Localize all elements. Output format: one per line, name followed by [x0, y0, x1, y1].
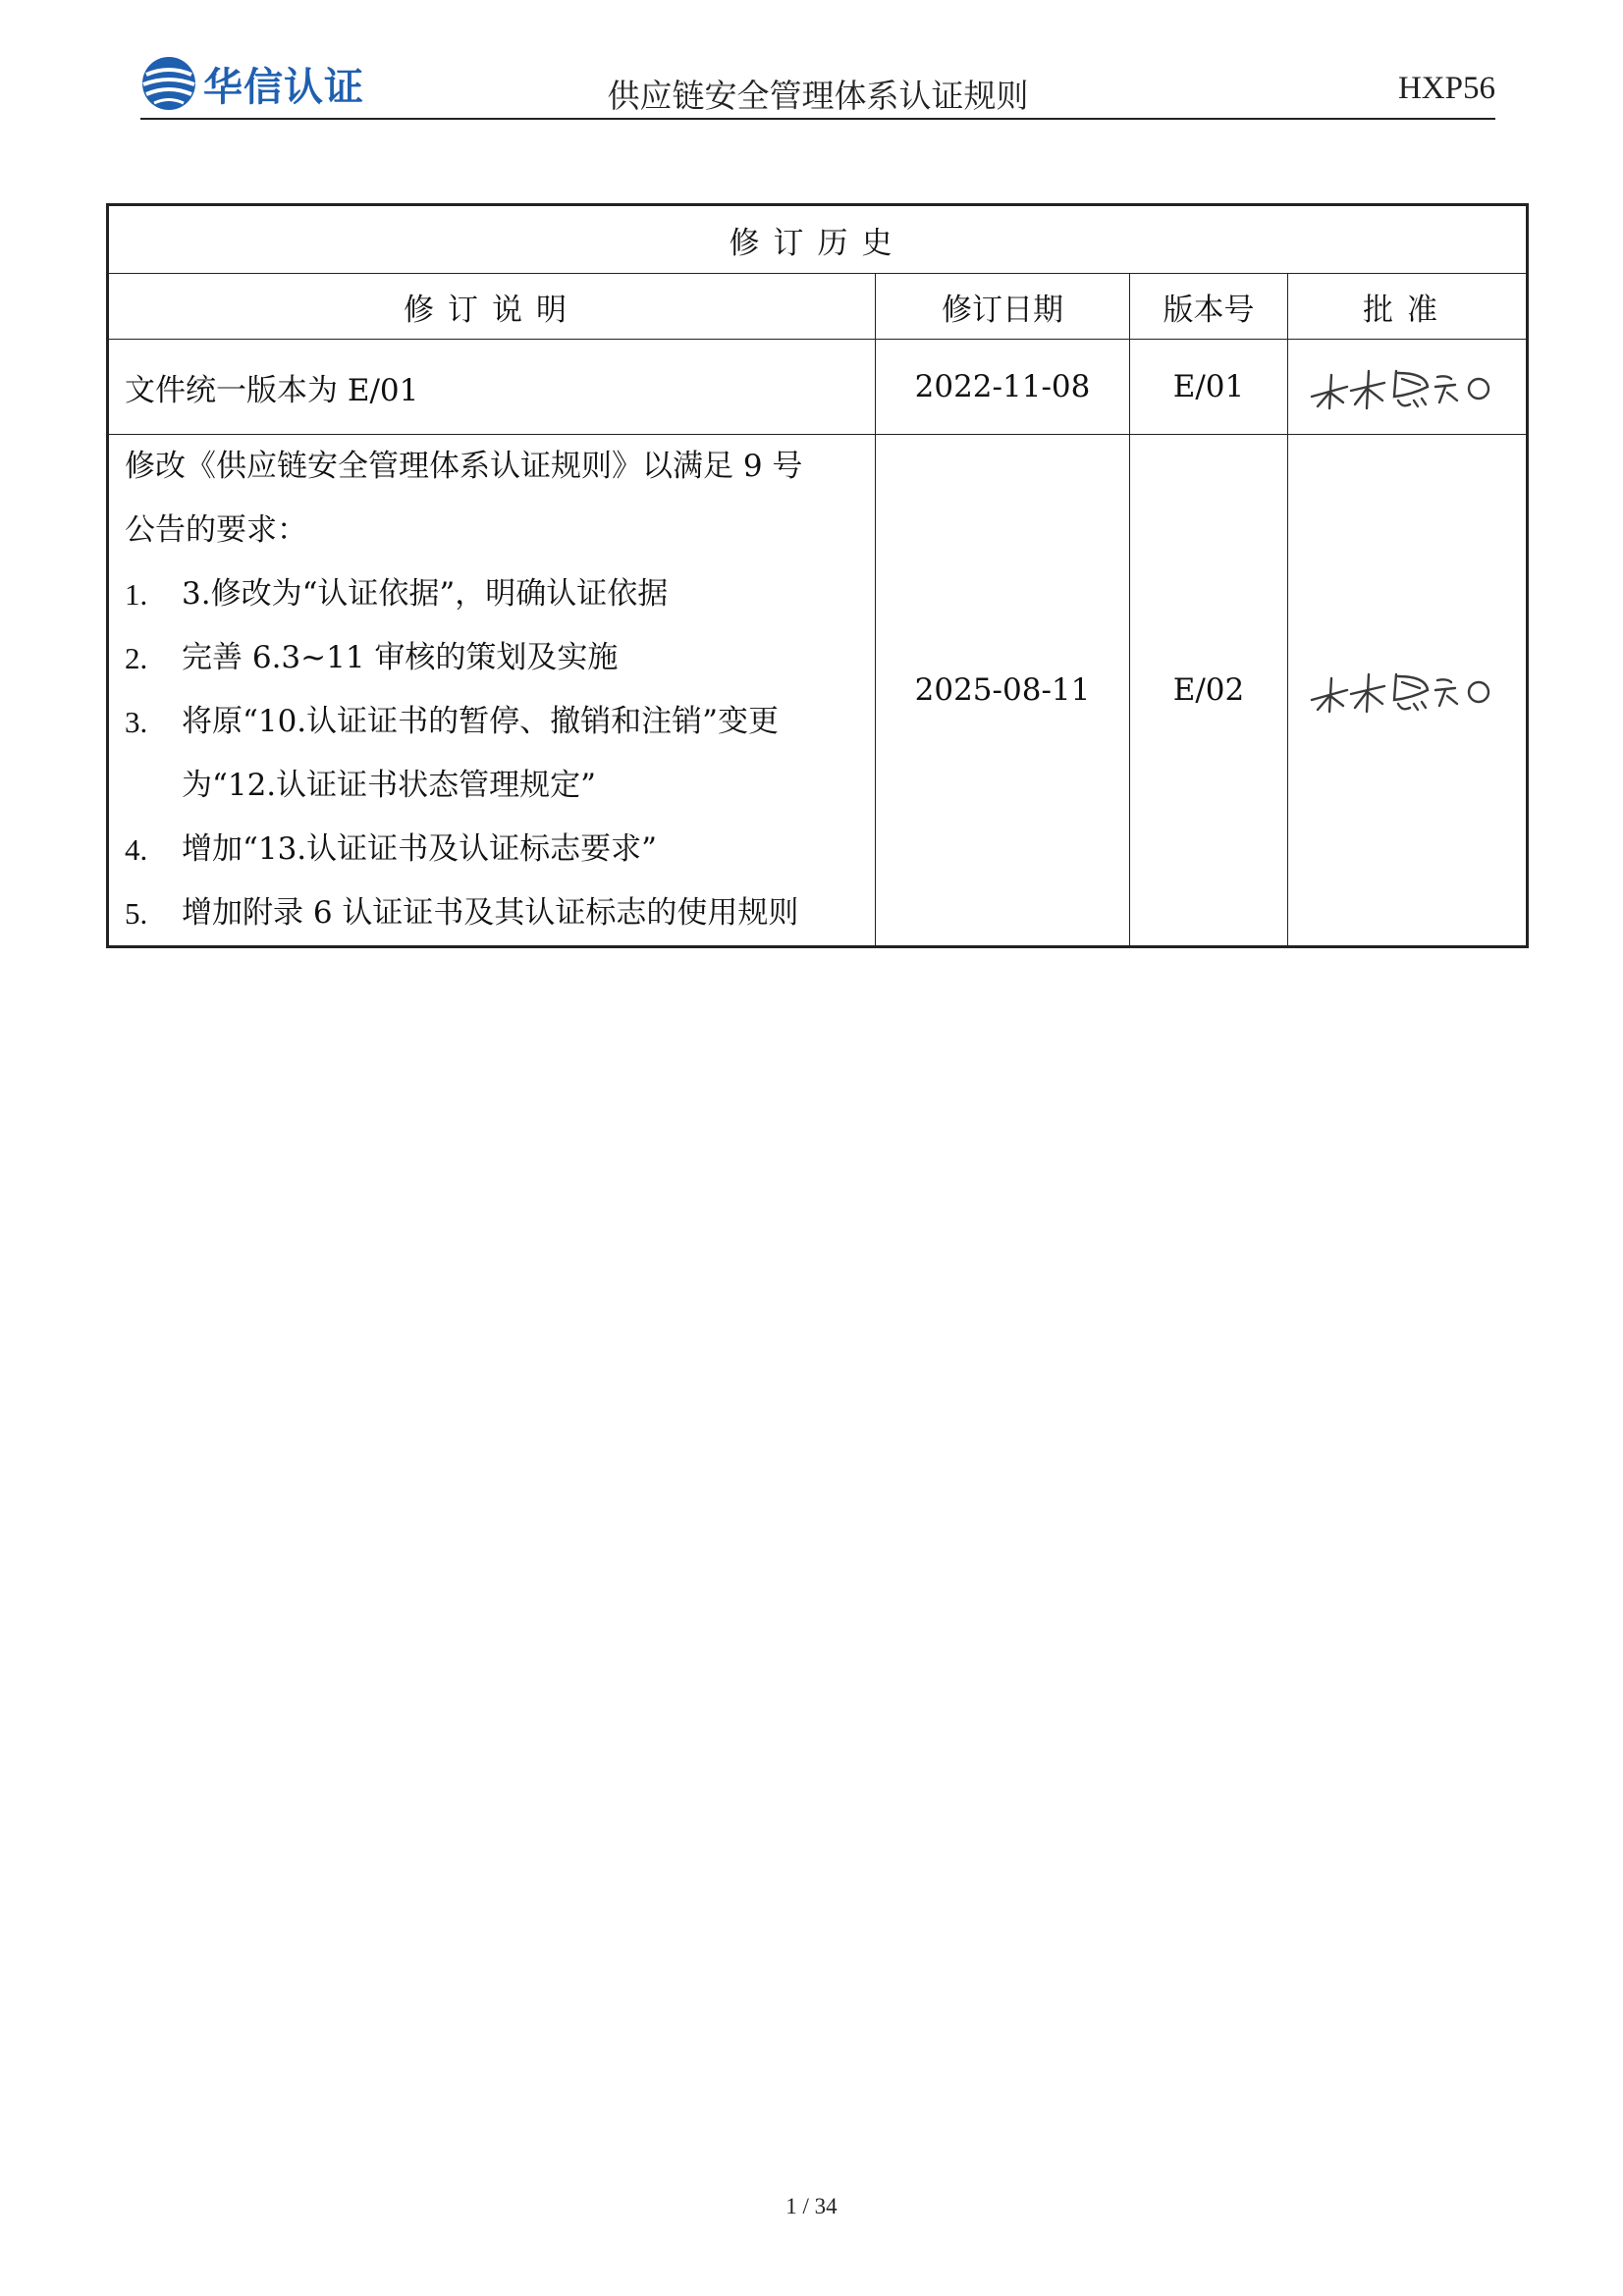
table-row [108, 435, 1528, 947]
list-item-text: 增加附录 6 认证证书及其认证标志的使用规则 [182, 895, 799, 931]
approval-signature [1288, 435, 1528, 947]
handwritten-signature-image [1304, 661, 1510, 720]
list-item-number: 4. [125, 832, 148, 867]
list-item-number: 5. [125, 896, 148, 931]
approval-signature [1288, 340, 1528, 435]
list-item-text: 将原“10.认证证书的暂停、撤销和注销”变更 [182, 704, 779, 739]
revision-description [108, 435, 876, 947]
list-item-continuation [125, 754, 859, 818]
list-item [125, 562, 859, 626]
revision-history-table [106, 203, 1529, 948]
logo-wordmark: 华信认证 [203, 64, 364, 110]
list-item-text: 完善 6.3~11 审核的策划及实施 [182, 640, 619, 675]
page-indicator: 1 / 34 [785, 2194, 838, 2218]
revision-intro-line: 公告的要求： [125, 512, 307, 548]
page-header [140, 51, 1495, 120]
revision-version: E/02 [1130, 435, 1288, 947]
handwritten-signature-image [1304, 357, 1510, 416]
revision-intro-line: 修改《供应链安全管理体系认证规则》以满足 9 号 [125, 449, 803, 484]
column-header-date: 修订日期 [876, 274, 1130, 340]
table-caption: 修订历史 [108, 205, 1528, 274]
document-code: HXP56 [1397, 71, 1495, 106]
list-item-number: 2. [125, 641, 148, 675]
column-header-version: 版本号 [1130, 274, 1288, 340]
column-header-description: 修订说明 [108, 274, 876, 340]
list-item-text: 3.修改为“认证依据”，明确认证依据 [182, 576, 669, 612]
list-item-number: 1. [125, 577, 148, 612]
revision-date: 2022-11-08 [876, 340, 1130, 435]
list-item [125, 626, 859, 690]
revision-version: E/01 [1130, 340, 1288, 435]
column-header-approval: 批准 [1288, 274, 1528, 340]
revision-description: 文件统一版本为 E/01 [108, 340, 876, 435]
revision-date: 2025-08-11 [876, 435, 1130, 947]
table-row [108, 340, 1528, 435]
document-title: 供应链安全管理体系认证规则 [607, 77, 1029, 115]
header-rule [140, 118, 1495, 120]
list-item [125, 690, 859, 754]
list-item-text: 为“12.认证证书状态管理规定” [182, 768, 596, 803]
list-item-number: 3. [125, 705, 148, 739]
list-item-text: 增加“13.认证证书及认证标志要求” [182, 831, 657, 867]
list-item [125, 881, 859, 945]
list-item [125, 818, 859, 881]
